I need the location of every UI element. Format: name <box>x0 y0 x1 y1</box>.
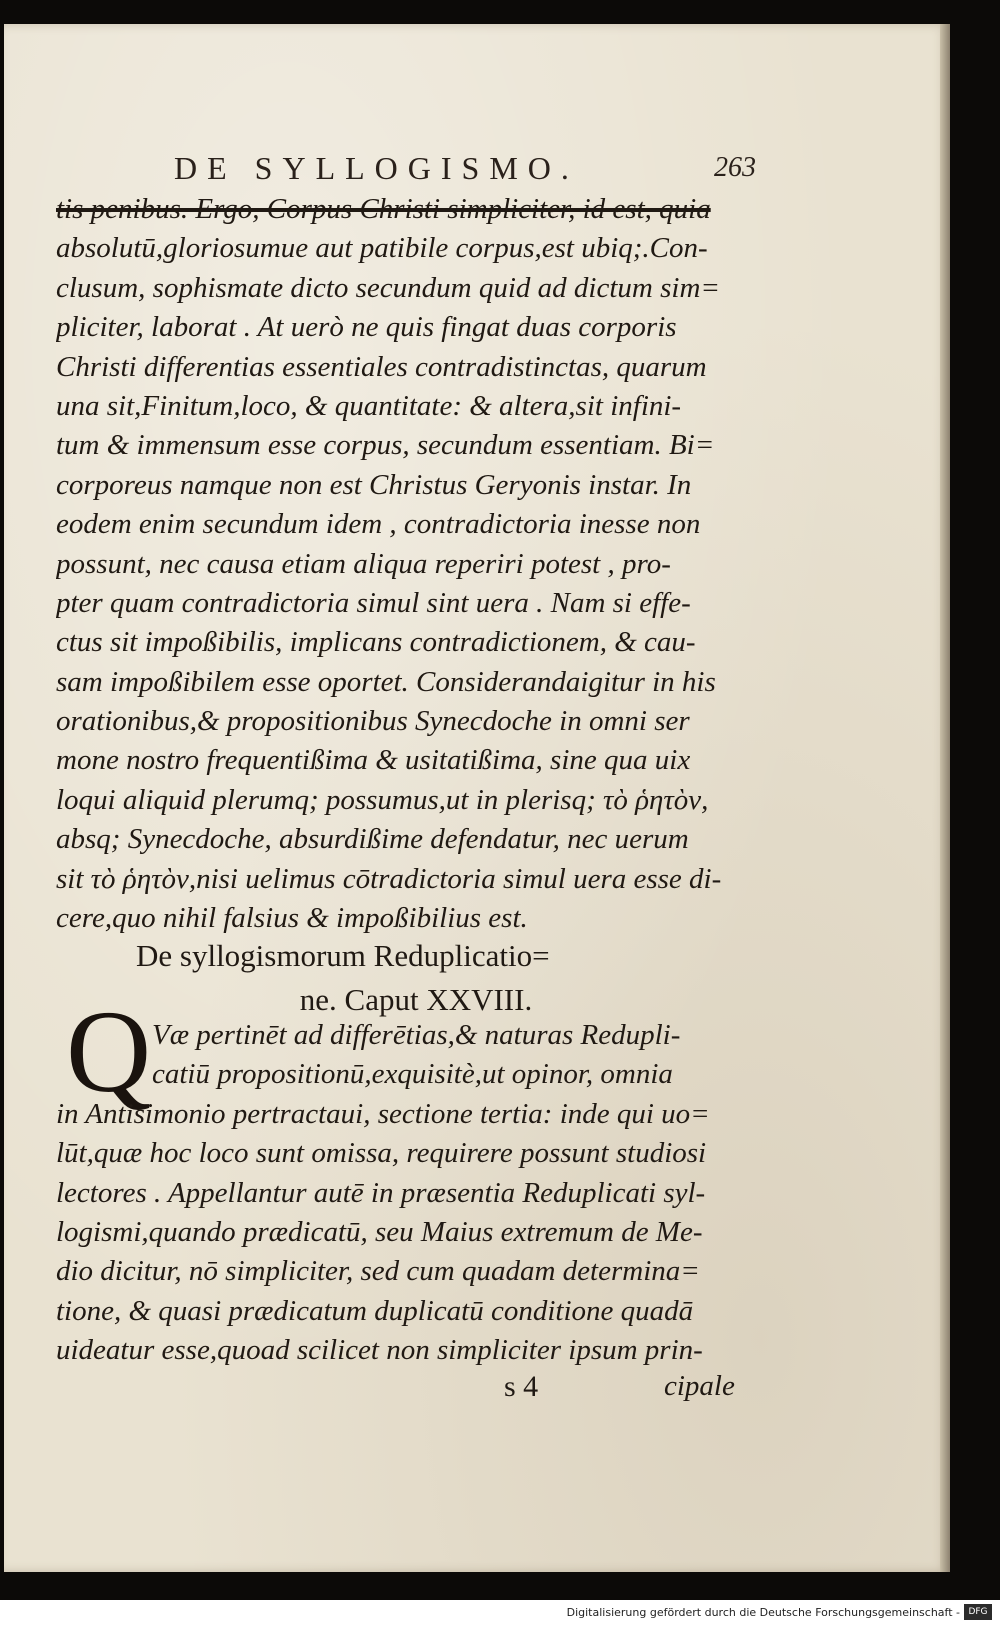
text-line: logismi,quando prædicatū, seu Maius extremum de Me- <box>56 1215 703 1248</box>
chapter-heading <box>136 934 696 1022</box>
dfg-logo: DFG <box>964 1604 992 1620</box>
text-line: pliciter, laborat . At uerò ne quis fingat duas corporis <box>56 311 677 344</box>
text-line: mone nostro frequentißima & usitatißima, sine qua uix <box>56 744 691 777</box>
page-header <box>4 150 949 190</box>
text-line: catiū propositionū,exquisitè,ut opinor, omnia <box>152 1058 673 1091</box>
text-line: pter quam contradictoria simul sint uera . Nam si effe- <box>56 586 691 619</box>
chapter-paragraph <box>56 1016 756 1371</box>
text-line: lūt,quæ hoc loco sunt omissa, requirere possunt studiosi <box>56 1137 707 1170</box>
text-line: ctus sit impoßibilis, implicans contradictionem, & cau- <box>56 626 696 659</box>
funding-notice: Digitalisierung gefördert durch die Deutsche Forschungsgemeinschaft - <box>566 1606 960 1619</box>
folio-number: 263 <box>714 152 756 183</box>
text-line: corporeus namque non est Christus Geryonis instar. In <box>56 468 692 501</box>
text-line: absq; Synecdoche, absurdißime defendatur, nec uerum <box>56 823 689 856</box>
text-line: absolutū,gloriosumue aut patibile corpus,est ubiq;.Con- <box>56 232 708 265</box>
page-edge <box>940 24 950 1572</box>
text-line: clusum, sophismate dicto secundum quid ad dictum sim= <box>56 271 720 304</box>
text-line: Væ pertinēt ad differētias,& naturas Redupli- <box>152 1019 681 1051</box>
text-line: tione, & quasi prædicatum duplicatū conditione quadā <box>56 1294 694 1327</box>
text-line: possunt, nec causa etiam aliqua reperiri potest , pro- <box>56 547 671 580</box>
chapter-heading-line: ne. Caput XXVIII. <box>299 982 533 1017</box>
text-line: loqui aliquid plerumq; possumus,ut in plerisq; τὸ ῥητὸν, <box>56 783 709 816</box>
text-line: uideatur esse,quoad scilicet non simpliciter ipsum prin- <box>56 1334 703 1367</box>
chapter-heading-line: De syllogismorum Reduplicatio= <box>136 938 550 973</box>
text-line: in Antisimonio pertractaui, sectione tertia: inde qui uo= <box>56 1097 710 1130</box>
main-paragraph <box>56 190 756 938</box>
signature-mark: s 4 <box>504 1370 539 1403</box>
text-line: eodem enim secundum idem , contradictoria inesse non <box>56 508 701 541</box>
text-line: lectores . Appellantur autē in præsentia Reduplicati syl- <box>56 1176 706 1209</box>
running-title: DE SYLLOGISMO. <box>174 150 579 186</box>
text-line: tum & immensum esse corpus, secundum essentiam. Bi= <box>56 429 715 462</box>
text-line: Christi differentias essentiales contradistinctas, quarum <box>56 350 707 383</box>
drop-cap-initial: Q <box>66 986 152 1117</box>
struck-through-line: tis penibus. Ergo, Corpus Christi simpliciter, id est, quia <box>56 193 711 225</box>
catchword: cipale <box>664 1370 735 1402</box>
book-page <box>4 24 949 1572</box>
text-line: cere,quo nihil falsius & impoßibilius est. <box>56 902 528 935</box>
text-line: sam impoßibilem esse oportet. Considerandaigitur in his <box>56 665 716 698</box>
text-line: sit τὸ ῥητὸν,nisi uelimus cōtradictoria simul uera esse di- <box>56 862 722 895</box>
text-line: dio dicitur, nō simpliciter, sed cum quadam determina= <box>56 1255 700 1288</box>
text-line: orationibus,& propositionibus Synecdoche in omni ser <box>56 705 690 738</box>
text-line: una sit,Finitum,loco, & quantitate: & altera,sit infini- <box>56 389 682 422</box>
